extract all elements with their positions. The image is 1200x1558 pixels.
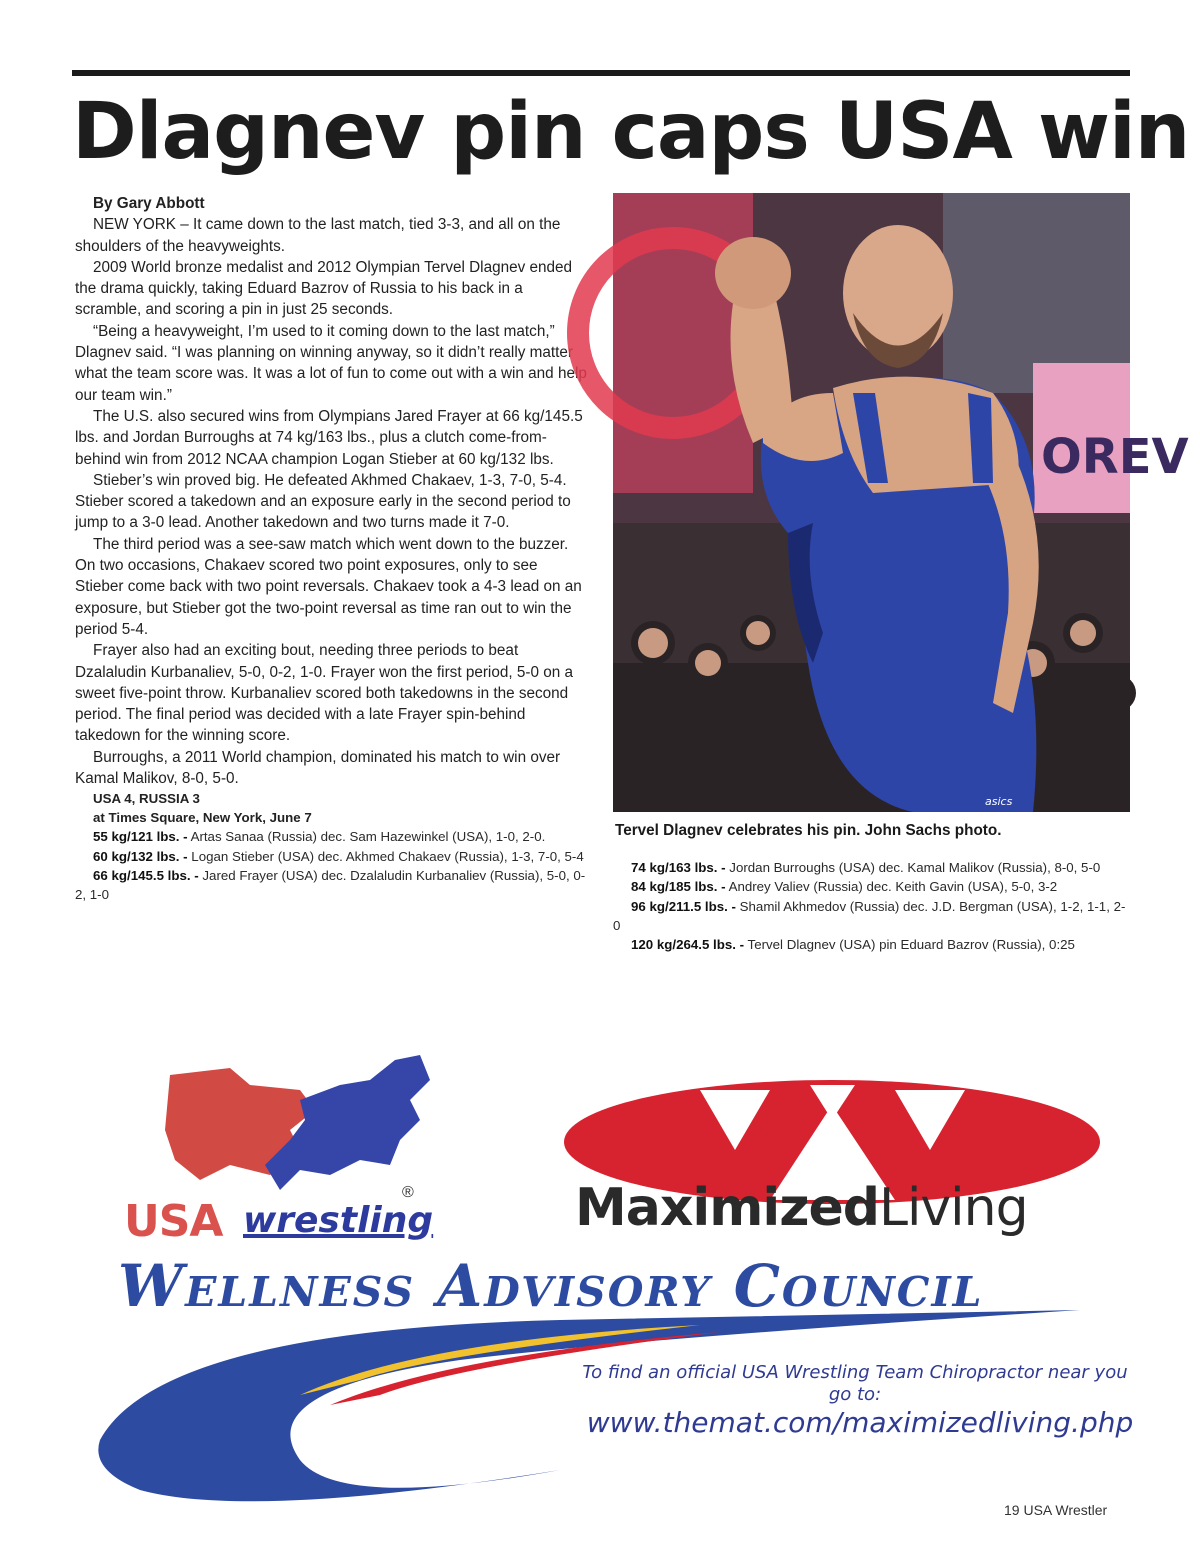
result-weight: 55 kg/121 lbs. - <box>93 829 188 845</box>
ad-url-link[interactable]: www.themat.com/maximizedliving.php <box>586 1406 1134 1439</box>
registered-mark: ® <box>402 1184 414 1201</box>
sign-text: OREV <box>1041 429 1189 485</box>
cta-line-1: To find an official USA Wrestling Team Chiropractor near you <box>582 1362 1128 1383</box>
result-line <box>75 847 587 866</box>
result-weight: 120 kg/264.5 lbs. - <box>631 937 745 953</box>
result-line <box>613 897 1131 936</box>
headline-rule <box>72 70 1130 76</box>
result-weight: 66 kg/145.5 lbs. - <box>93 867 199 883</box>
paragraph: “Being a heavyweight, I’m used to it coming down to the last match,” Dlagnev said. “I was planning on winning anyway, so it didn’t really matter what the team score was. It was a lot of fun to come out with a win and help our team win.” <box>75 322 587 404</box>
result-text: Artas Sanaa (Russia) dec. Sam Hazewinkel (USA), 1-0, 2-0. <box>187 829 546 845</box>
wrestler-photo <box>613 193 1189 812</box>
results-subtitle: at Times Square, New York, June 7 <box>93 810 312 826</box>
result-weight: 60 kg/132 lbs. - <box>93 848 188 864</box>
paragraph: 2009 World bronze medalist and 2012 Olympian Tervel Dlagnev ended the drama quickly, taking Eduard Bazrov of Russia to his back in a scramble, and scoring a pin in just 25 seconds. <box>75 258 573 319</box>
paragraph: Frayer also had an exciting bout, needing three periods to beat Dzalaludin Kurbanaliev, 5-0, 0-2, 1-0. Frayer won the first period, 5-0 on a sweet five-point throw. Kurbanaliev scored both takedowns in the second period. The final period was decided with a late Frayer spin-behind takedown for the winning score. <box>75 642 573 745</box>
result-text: Andrey Valiev (Russia) dec. Keith Gavin (USA), 5-0, 3-2 <box>725 879 1058 895</box>
result-line <box>613 877 1131 896</box>
results-title: USA 4, RUSSIA 3 <box>93 791 200 807</box>
paragraph: Stieber’s win proved big. He defeated Akhmed Chakaev, 1-3, 7-0, 5-4. Stieber scored a takedown and an exposure early in the second period to jump to a 3-0 lead. Another takedown and two turns made it 7-0. <box>75 471 571 532</box>
result-text: Jordan Burroughs (USA) dec. Kamal Malikov (Russia), 8-0, 5-0 <box>725 860 1101 875</box>
page-folio: 19 USA Wrestler <box>1004 1502 1108 1518</box>
result-weight: 84 kg/185 lbs. - <box>631 879 726 895</box>
wrestler-photo-illustration <box>613 193 1189 812</box>
result-weight: 74 kg/163 lbs. - <box>631 860 726 875</box>
photo-caption: Tervel Dlagnev celebrates his pin. John Sachs photo. <box>615 822 1002 839</box>
result-line <box>613 935 1131 954</box>
brand-name-bold: Maximized <box>575 1178 879 1238</box>
paragraph: The U.S. also secured wins from Olympians Jared Frayer at 66 kg/145.5 lbs. and Jordan Burroughs at 74 kg/163 lbs., plus a clutch come-from-behind win from 2012 NCAA champion Logan Stieber at 60 kg/132 lbs. <box>75 407 583 468</box>
result-weight: 96 kg/211.5 lbs. - <box>631 898 736 914</box>
paragraph: NEW YORK – It came down to the last match, tied 3-3, and all on the shoulders of the heavyweights. <box>75 216 561 255</box>
brand-name-light: Living <box>878 1178 1028 1238</box>
usa-wrestling-logo-usa: USA <box>124 1196 223 1247</box>
paragraph: The third period was a see-saw match which went down to the buzzer. On two occasions, Chakaev scored two point exposures, only to see Stieber come back with two point reversals. Chakaev took a 4-3 lead on an exposure, but Stieber got the two-point reversal as time ran out to win the period 5-4. <box>75 535 582 638</box>
result-line <box>75 827 587 846</box>
usa-wrestling-logo-wrestling: wrestling <box>243 1200 434 1241</box>
result-text: Jared Frayer (USA) dec. Dzalaludin Kurbanaliev (Russia), 5-0, 0-2, 1-0 <box>75 867 586 903</box>
singlet-brand: asics <box>985 795 1013 808</box>
ad-call-to-action <box>560 1362 1150 1406</box>
paragraph: Burroughs, a 2011 World champion, dominated his match to win over Kamal Malikov, 8-0, 5-0. <box>75 748 561 788</box>
wellness-advisory-council-title: Wellness Advisory Council <box>118 1252 984 1320</box>
results-continued <box>613 858 1131 954</box>
result-text: Shamil Akhmedov (Russia) dec. J.D. Bergman (USA), 1-2, 1-1, 2-0 <box>613 898 1126 933</box>
cta-line-2: go to: <box>828 1384 882 1405</box>
headline: Dlagnev pin caps USA win <box>72 87 1190 177</box>
result-line <box>75 866 587 905</box>
article-body <box>75 193 587 905</box>
result-text: Logan Stieber (USA) dec. Akhmed Chakaev (Russia), 1-3, 7-0, 5-4 <box>187 848 584 864</box>
wellness-advisory-ad <box>0 1040 1200 1520</box>
result-text: Tervel Dlagnev (USA) pin Eduard Bazrov (Russia), 0:25 <box>744 937 1075 953</box>
byline: By Gary Abbott <box>93 195 205 212</box>
maximized-living-name <box>575 1178 1028 1238</box>
result-line <box>613 858 1131 877</box>
